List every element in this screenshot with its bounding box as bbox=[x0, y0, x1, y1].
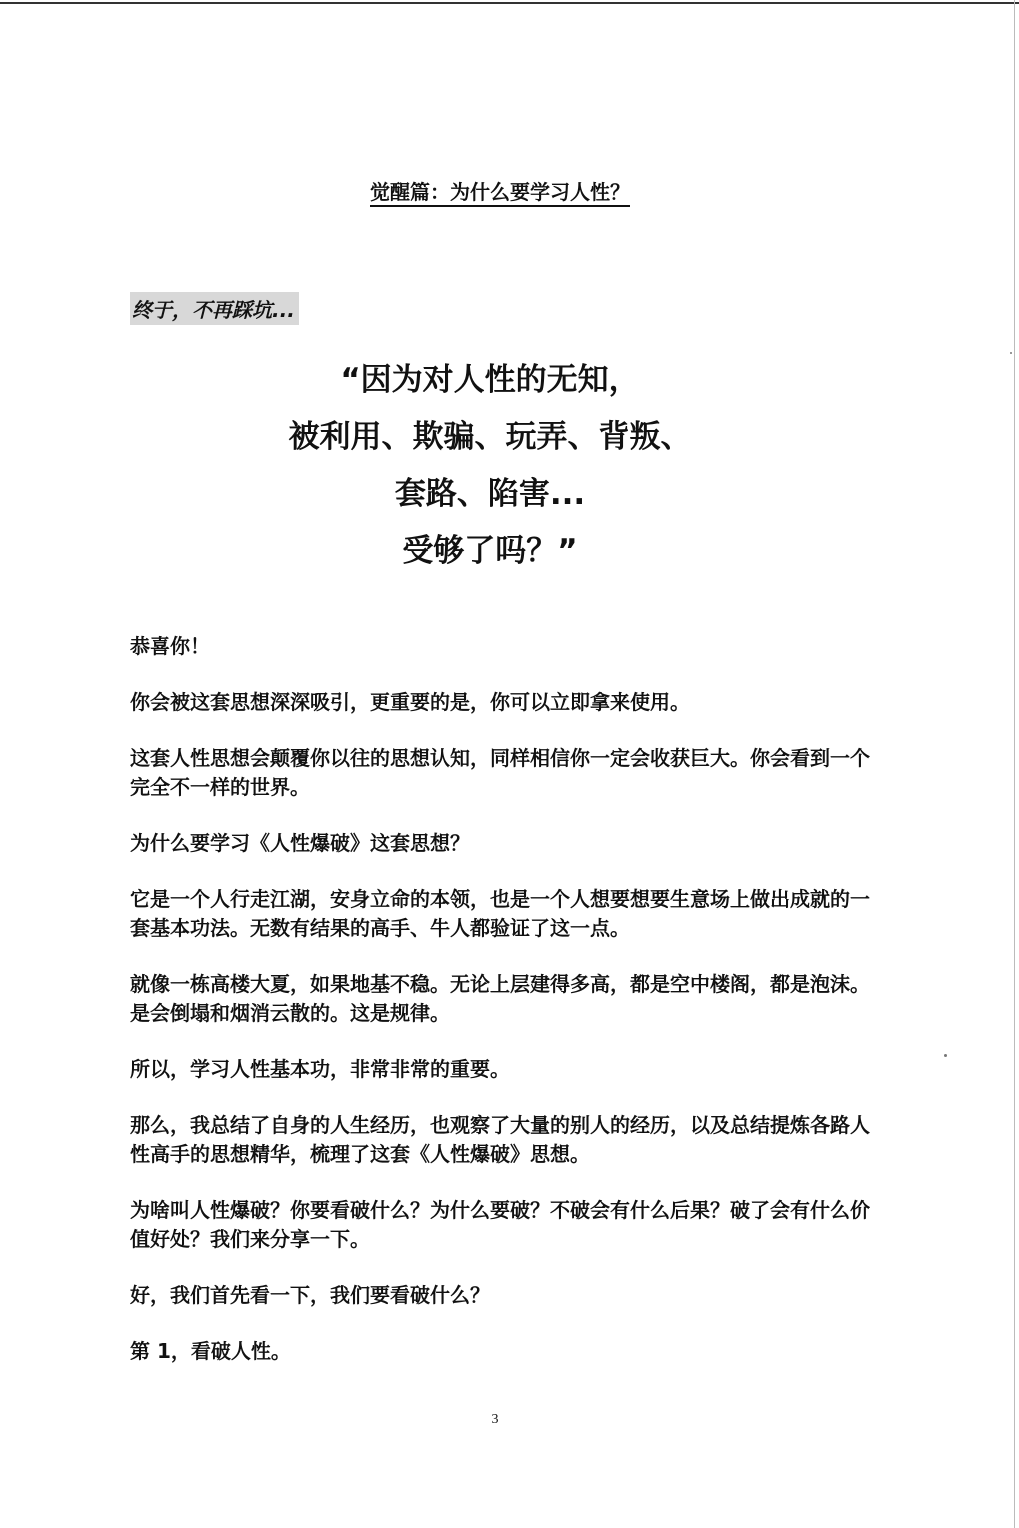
paragraph: 这套人性思想会颠覆你以往的思想认知，同样相信你一定会收获巨大。你会看到一个完全不一样的世界。 bbox=[130, 746, 870, 799]
paragraph: 就像一栋高楼大夏，如果地基不稳。无论上层建得多高，都是空中楼阁，都是泡沫。是会倒塌和烟消云散的。这是规律。 bbox=[130, 972, 870, 1025]
paragraph: 你会被这套思想深深吸引，更重要的是，你可以立即拿来使用。 bbox=[130, 690, 690, 714]
quote-line: “因为对人性的无知， bbox=[340, 362, 640, 398]
page-title bbox=[0, 176, 1000, 205]
paragraph: 所以，学习人性基本功，非常非常的重要。 bbox=[130, 1057, 510, 1081]
quote-line: 受够了吗？” bbox=[402, 533, 578, 569]
paragraph: 第 1，看破人性。 bbox=[130, 1339, 291, 1363]
paragraph: 为啥叫人性爆破？你要看破什么？为什么要破？不破会有什么后果？破了会有什么价值好处？我们来分享一下。 bbox=[130, 1198, 870, 1251]
paragraph: 它是一个人行走江湖，安身立命的本领，也是一个人想要想要生意场上做出成就的一套基本功法。无数有结果的高手、牛人都验证了这一点。 bbox=[130, 887, 870, 940]
body-text bbox=[130, 632, 875, 1393]
right-border-line bbox=[1014, 0, 1015, 1528]
top-border-line bbox=[0, 2, 1019, 4]
highlighted-subheading: 终于，不再踩坑... bbox=[130, 292, 299, 325]
pull-quote bbox=[0, 352, 980, 580]
paragraph: 那么，我总结了自身的人生经历，也观察了大量的别人的经历，以及总结提炼各路人性高手的思想精华，梳理了这套《人性爆破》思想。 bbox=[130, 1113, 870, 1166]
scan-speck bbox=[944, 1054, 947, 1057]
page-number: 3 bbox=[491, 1412, 499, 1427]
paragraph: 为什么要学习《人性爆破》这套思想？ bbox=[130, 831, 470, 855]
scan-speck bbox=[1010, 352, 1012, 354]
paragraph: 好，我们首先看一下，我们要看破什么？ bbox=[130, 1283, 490, 1307]
quote-line: 套路、陷害... bbox=[394, 476, 586, 512]
page-title-text: 觉醒篇：为什么要学习人性？ bbox=[370, 180, 630, 207]
paragraph: 恭喜你！ bbox=[130, 634, 210, 658]
quote-line: 被利用、欺骗、玩弄、背叛、 bbox=[288, 419, 692, 455]
